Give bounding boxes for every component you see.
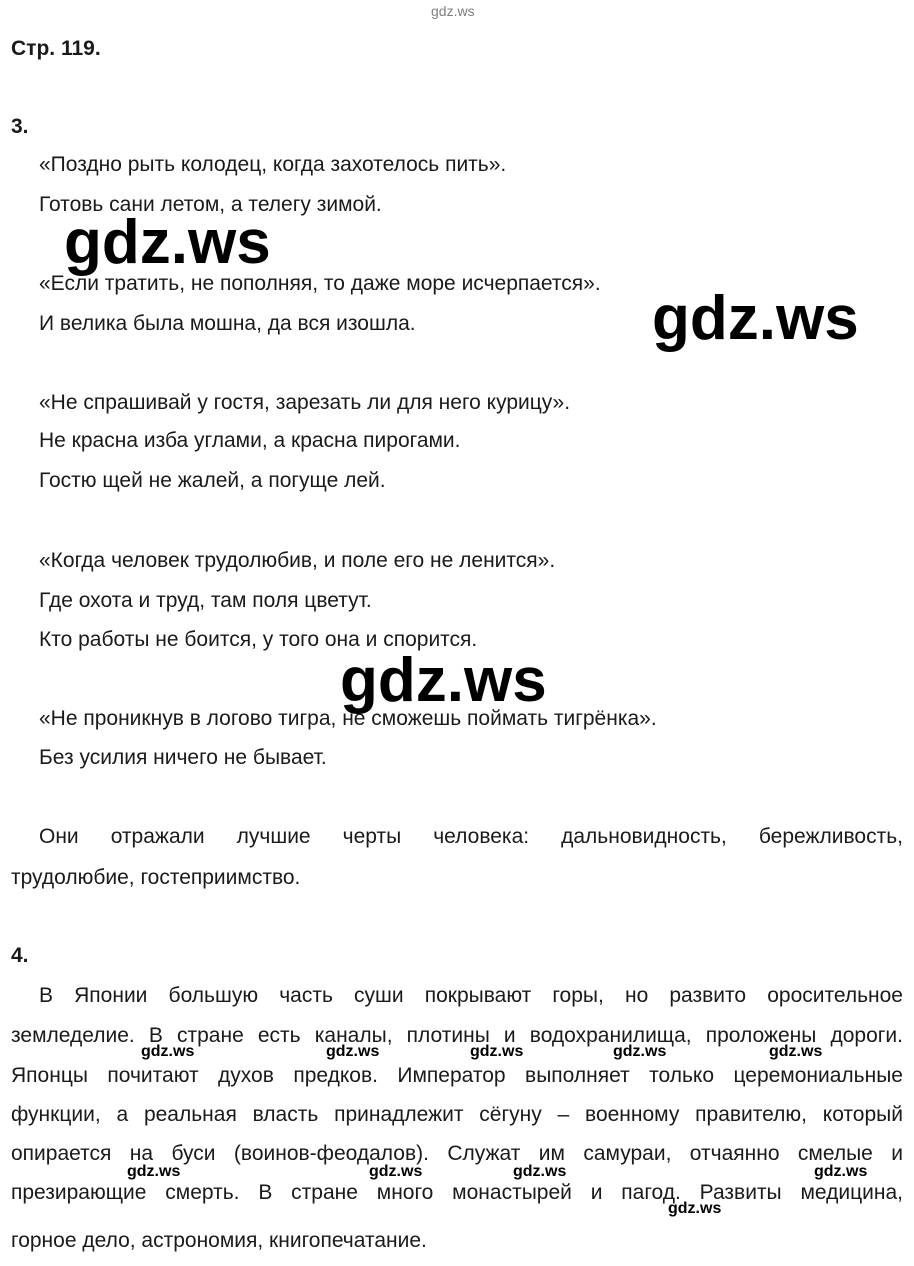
- proverb-line: «Поздно рыть колодец, когда захотелось пить».: [39, 153, 507, 176]
- task-4-number: 4.: [11, 944, 29, 967]
- paragraph-line: земледелие. В стране есть каналы, плотины и водохранилища, проложены дороги.: [11, 1024, 903, 1047]
- watermark-large: gdz.ws: [652, 284, 859, 353]
- task-3-number: 3.: [11, 115, 29, 138]
- paragraph-line: В Японии большую часть суши покрывают горы, но развито оросительное: [39, 984, 903, 1007]
- proverb-line: Кто работы не боится, у того она и спорится.: [39, 628, 478, 651]
- paragraph-line: опирается на буси (воинов-феодалов). Служат им самураи, отчаянно смелые и: [11, 1142, 903, 1165]
- proverb-line: И велика была мошна, да вся изошла.: [39, 312, 416, 335]
- proverb-line: «Когда человек трудолюбив, и поле его не ленится».: [39, 549, 556, 572]
- paragraph-line: Японцы почитают духов предков. Император выполняет только церемониальные: [11, 1064, 903, 1087]
- proverb-line: Не красна изба углами, а красна пирогами.: [39, 429, 461, 452]
- proverb-line: Без усилия ничего не бывает.: [39, 746, 327, 769]
- watermark-small: gdz.ws: [326, 1043, 380, 1060]
- watermark-small: gdz.ws: [127, 1163, 181, 1180]
- watermark-small: gdz.ws: [814, 1163, 868, 1180]
- page-heading: Стр. 119.: [11, 37, 101, 60]
- watermark-small: gdz.ws: [470, 1043, 524, 1060]
- conclusion-line: Они отражали лучшие черты человека: дальновидность, бережливость,: [39, 825, 903, 848]
- watermark-small: gdz.ws: [141, 1043, 195, 1060]
- watermark-small: gdz.ws: [513, 1163, 567, 1180]
- paragraph-line: функции, а реальная власть принадлежит сёгуну – военному правителю, который: [11, 1103, 903, 1126]
- proverb-line: «Если тратить, не пополняя, то даже море исчерпается».: [39, 272, 601, 295]
- paragraph-line: презирающие смерть. В стране много монастырей и пагод. Развиты медицина,: [11, 1181, 903, 1204]
- proverb-line: «Не проникнув в логово тигра, не сможешь поймать тигрёнка».: [39, 707, 657, 730]
- conclusion-line: трудолюбие, гостеприимство.: [11, 866, 301, 889]
- watermark-small: gdz.ws: [668, 1200, 722, 1217]
- proverb-line: Где охота и труд, там поля цветут.: [39, 589, 372, 612]
- watermark-small: gdz.ws: [769, 1043, 823, 1060]
- watermark-small: gdz.ws: [369, 1163, 423, 1180]
- watermark-large: gdz.ws: [64, 208, 271, 277]
- paragraph-line: горное дело, астрономия, книгопечатание.: [11, 1229, 427, 1252]
- watermark-large: gdz.ws: [340, 646, 547, 715]
- proverb-line: Гостю щей не жалей, а погуще лей.: [39, 469, 386, 492]
- watermark-small: gdz.ws: [613, 1043, 667, 1060]
- proverb-line: «Не спрашивай у гостя, зарезать ли для него курицу».: [39, 391, 571, 414]
- proverb-line: Готовь сани летом, а телегу зимой.: [39, 193, 382, 216]
- watermark-top: gdz.ws: [431, 3, 475, 19]
